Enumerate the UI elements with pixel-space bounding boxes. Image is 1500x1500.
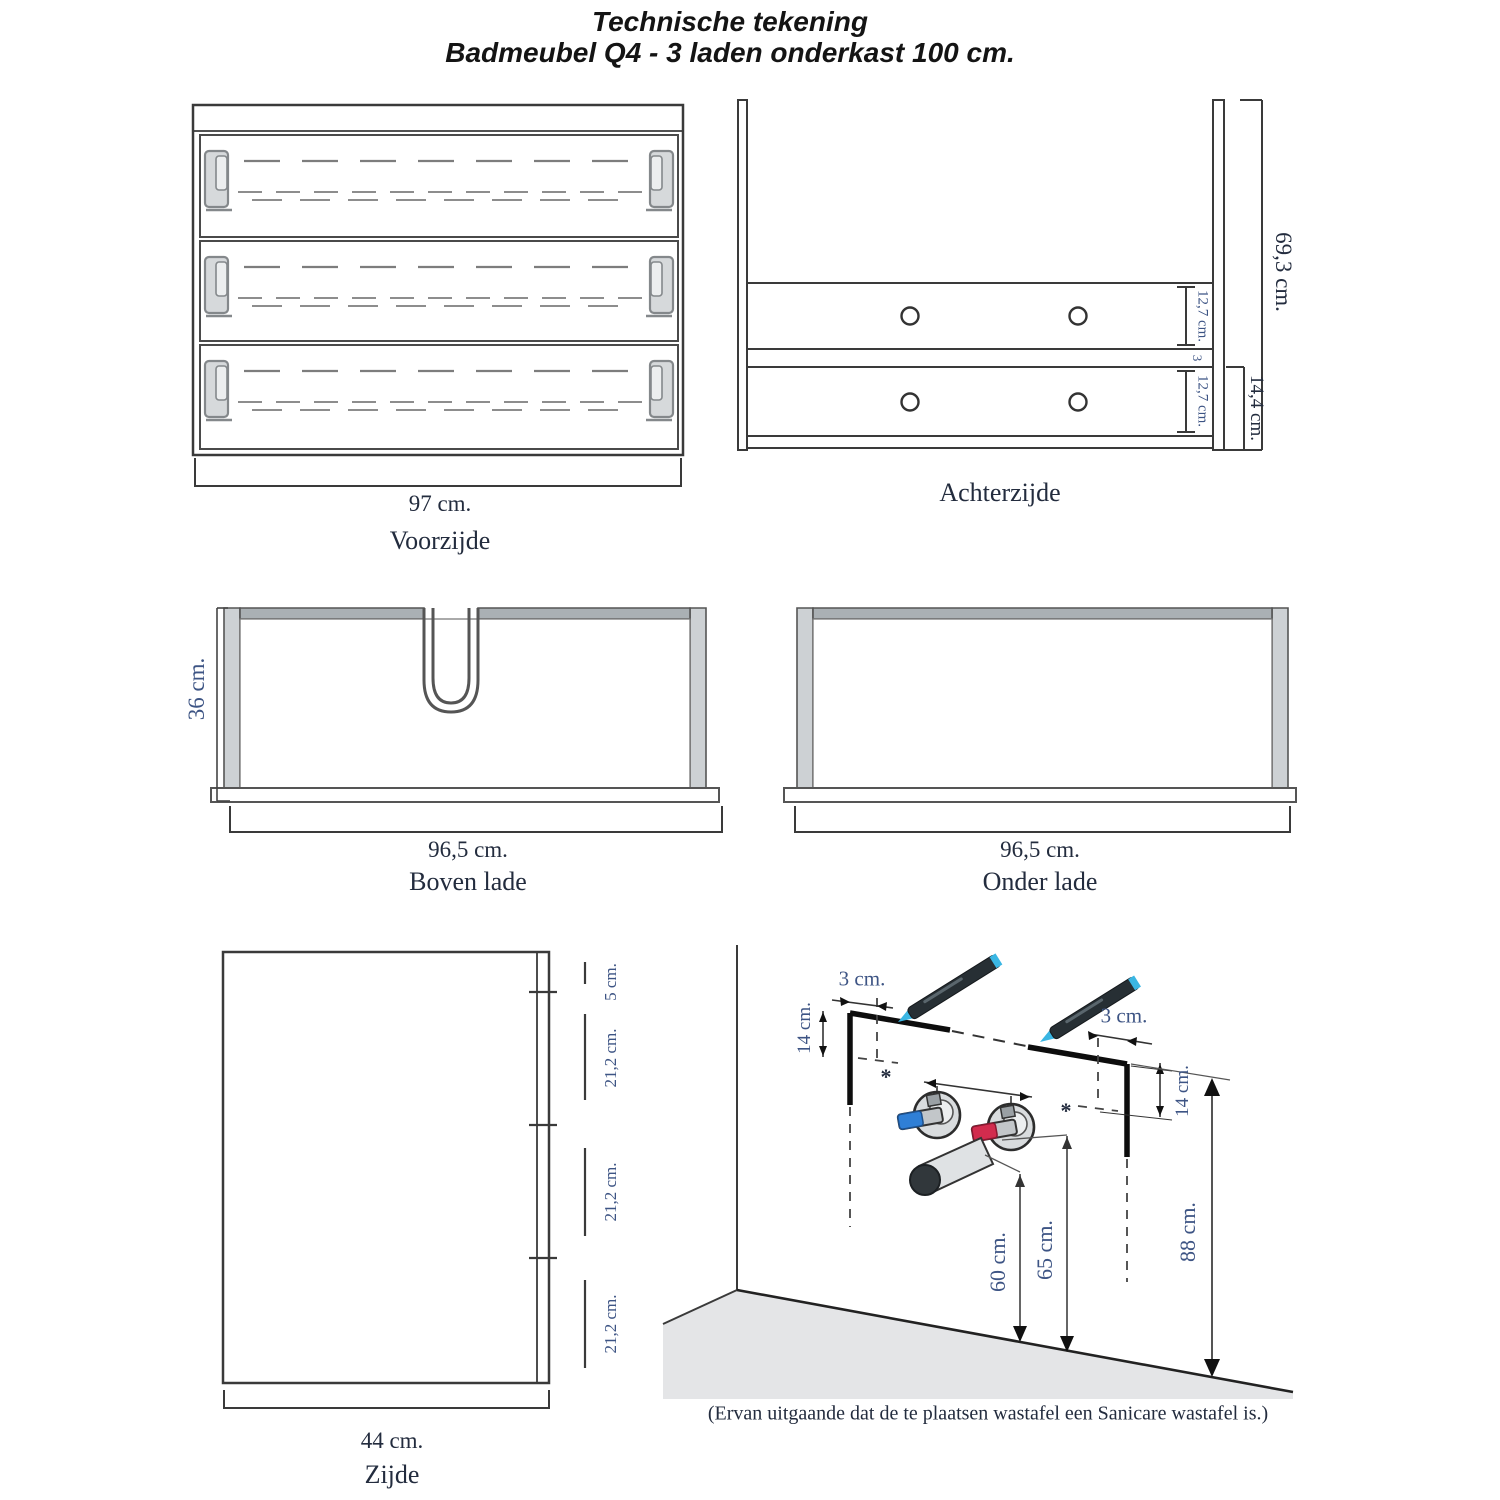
width-dimension-bracket <box>224 1390 549 1408</box>
plinth-dim: 14,4 cm. <box>1246 375 1267 441</box>
drain-height-dim: 60 cm. <box>985 1232 1010 1292</box>
side-segment-dim-3: 21,2 cm. <box>601 1162 620 1222</box>
lower-board-dim: 12,7 cm. <box>1194 374 1211 428</box>
left-offset-measure <box>832 997 893 1011</box>
left-drop-measure <box>819 1011 827 1057</box>
width-dimension-bracket <box>230 806 722 832</box>
front-view-drawing <box>193 105 683 486</box>
sheet-title-line2: Badmeubel Q4 - 3 laden onderkast 100 cm. <box>445 37 1015 68</box>
right-drop-measure <box>1100 1063 1172 1120</box>
screw-hole <box>902 308 919 325</box>
drawer-wall <box>797 608 813 788</box>
drawer-front <box>200 345 678 449</box>
plinth-dimension-bracket <box>1226 367 1244 450</box>
side-segment-dim-2: 21,2 cm. <box>601 1028 620 1088</box>
top-drawer-height-dim: 36 cm. <box>184 657 209 721</box>
valves-height-dim: 65 cm. <box>1032 1220 1057 1280</box>
side-segment-dim-4: 21,2 cm. <box>601 1294 620 1354</box>
mounting-bracket-right <box>1028 1047 1127 1157</box>
board-gap-dim: 3 <box>1190 354 1205 362</box>
front-view-label: Voorzijde <box>389 526 491 555</box>
back-rail <box>813 608 1272 619</box>
screw-hole <box>1070 308 1087 325</box>
bottom-drawer-width-dim: 96,5 cm. <box>1000 837 1080 862</box>
left-drop-dim: 14 cm. <box>794 1002 815 1054</box>
sheet-title-line1: Technische tekening <box>592 6 868 37</box>
top-drawer-width-dim: 96,5 cm. <box>428 837 508 862</box>
bottom-drawer-drawing <box>784 608 1296 832</box>
drawer-slide-icon <box>205 151 232 210</box>
screw-hole <box>902 394 919 411</box>
width-dimension-bracket <box>795 806 1290 832</box>
screw-hole <box>1070 394 1087 411</box>
drawer-slide-icon <box>646 151 673 210</box>
drawer-slide-icon <box>205 257 232 316</box>
drawer-slide-icon <box>646 257 673 316</box>
side-view-label: Zijde <box>364 1460 420 1489</box>
side-panel <box>1213 100 1224 450</box>
drawer-interior <box>240 619 690 788</box>
left-offset-dim: 3 cm. <box>838 966 886 991</box>
installation-caption: (Ervan uitgaande dat de te plaatsen wastafel een Sanicare wastafel is.) <box>707 1402 1269 1425</box>
drawer-wall <box>224 608 240 788</box>
bottom-drawer-label: Onder lade <box>982 867 1098 896</box>
floor <box>663 1290 1293 1399</box>
front-width-dim: 97 cm. <box>408 491 472 516</box>
drawer-bottom-plate <box>211 788 719 802</box>
back-height-dim: 69,3 cm. <box>1271 232 1296 312</box>
asterisk-mark: * <box>880 1064 892 1089</box>
right-drop-dim: 14 cm. <box>1172 1065 1193 1117</box>
drawer-interior <box>813 619 1272 788</box>
back-view-drawing <box>738 100 1262 450</box>
installation-diagram <box>663 945 1293 1399</box>
right-offset-dim: 3 cm. <box>1100 1003 1148 1028</box>
back-rail <box>240 608 424 619</box>
bracket-alignment-dashed <box>952 1031 1026 1046</box>
drain-pipe-icon <box>910 1138 993 1195</box>
bracket-height-dim: 88 cm. <box>1175 1202 1200 1262</box>
back-rail <box>478 608 690 619</box>
side-panel-outline <box>223 952 549 1383</box>
drawer-front <box>200 241 678 341</box>
drawer-front <box>200 135 678 237</box>
top-drawer-drawing <box>211 608 722 832</box>
top-drawer-label: Boven lade <box>409 867 527 896</box>
upper-back-board <box>747 283 1213 349</box>
width-dimension-bracket <box>195 458 681 486</box>
side-segment-dim-1: 5 cm. <box>601 963 620 1001</box>
drawer-slide-icon <box>646 361 673 420</box>
side-panel <box>738 100 747 450</box>
back-view-label: Achterzijde <box>939 478 1061 507</box>
drawer-slide-icon <box>205 361 232 420</box>
sheet-title <box>0 6 1460 68</box>
drawer-wall <box>1272 608 1288 788</box>
drawer-wall <box>690 608 706 788</box>
lower-back-board <box>747 367 1213 436</box>
drawer-bottom-plate <box>784 788 1296 802</box>
marker-pen-icon <box>895 953 1003 1027</box>
side-width-dim: 44 cm. <box>360 1428 424 1453</box>
water-valve-cold-icon <box>895 1092 960 1138</box>
asterisk-mark: * <box>1060 1098 1072 1123</box>
upper-board-dim: 12,7 cm. <box>1194 289 1211 343</box>
side-view-drawing <box>223 952 585 1408</box>
